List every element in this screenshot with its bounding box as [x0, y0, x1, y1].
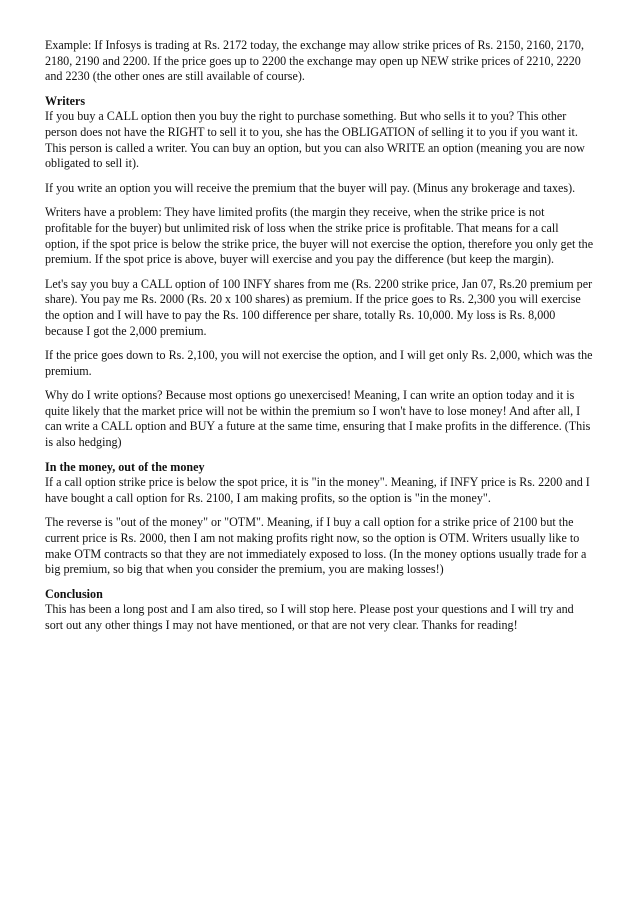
paragraph [45, 181, 594, 197]
paragraph [45, 277, 594, 339]
paragraph [45, 205, 594, 267]
document-page [45, 38, 594, 643]
paragraph [45, 94, 594, 172]
paragraph-text: Let's say you buy a CALL option of 100 INFY shares from me (Rs. 2200 strike price, Jan 07, Rs.20 premium per share). You pay me Rs. 2000 (Rs. 20 x 100 shares) as premium. If the price goes to Rs. 2,300 you will exercise the option and I will have to pay the Rs. 100 difference per share, totally Rs. 10,000. My loss is Rs. 8,000 because I got the 2,000 premium. [45, 276, 593, 338]
paragraph-text: This has been a long post and I am also tired, so I will stop here. Please post your questions and I will try and sort out any other things I may not have mentioned, or that are not very clear. Thanks for reading! [45, 602, 574, 632]
paragraph-text: Writers have a problem: They have limited profits (the margin they receive, when the strike price is not profitable for the buyer) but unlimited risk of loss when the strike price is profitable. That means for a call option, if the spot price is below the strike price, the buyer will not exercise the option, therefore you only get the premium. If the spot price is above, buyer will exercise and you pay the difference (but keep the margin). [45, 205, 594, 267]
paragraph [45, 38, 594, 85]
paragraph [45, 388, 594, 450]
paragraph-text: The reverse is "out of the money" or "OTM". Meaning, if I buy a call option for a strike price of 2100 but the current price is Rs. 2000, then I am not making profits right now, so the option is OTM. Writers usually like to make OTM contracts so that they are not immediately exposed to loss. (In the money options usually trade for a big premium, so big that when you consider the premium, you are making losses!) [45, 515, 587, 577]
paragraph [45, 348, 594, 379]
paragraph [45, 460, 594, 507]
paragraph [45, 587, 594, 634]
paragraph [45, 515, 594, 577]
section-heading: In the money, out of the money [45, 459, 205, 474]
section-heading: Conclusion [45, 586, 103, 601]
paragraph-text: If you buy a CALL option then you buy the right to purchase something. But who sells it to you? This other person does not have the RIGHT to sell it to you, she has the OBLIGATION of selling it to you if you want it. This person is called a writer. You can buy an option, but you can also WRITE an option (meaning you are now obligated to sell it). [45, 109, 585, 171]
paragraph-text: Example: If Infosys is trading at Rs. 2172 today, the exchange may allow strike prices of Rs. 2150, 2160, 2170, 2180, 2190 and 2200. If the price goes up to 2200 the exchange may open up NEW strike prices of 2210, 2220 and 2230 (the other ones are still available of course). [45, 38, 584, 84]
paragraph-text: If a call option strike price is below the spot price, it is "in the money". Meaning, if INFY price is Rs. 2200 and I have bought a call option for Rs. 2100, I am making profits, so the option is "in the money". [45, 475, 590, 505]
paragraph-text: If you write an option you will receive the premium that the buyer will pay. (Minus any brokerage and taxes). [45, 180, 576, 195]
paragraph-text: Why do I write options? Because most options go unexercised! Meaning, I can write an option today and it is quite likely that the market price will not be within the premium so I won't have to lose money! And after all, I can write a CALL option and BUY a future at the same time, ensuring that I make profits in the difference. (This is also hedging) [45, 388, 591, 450]
paragraph-text: If the price goes down to Rs. 2,100, you will not exercise the option, and I will get only Rs. 2,000, which was the premium. [45, 348, 593, 378]
section-heading: Writers [45, 93, 86, 108]
